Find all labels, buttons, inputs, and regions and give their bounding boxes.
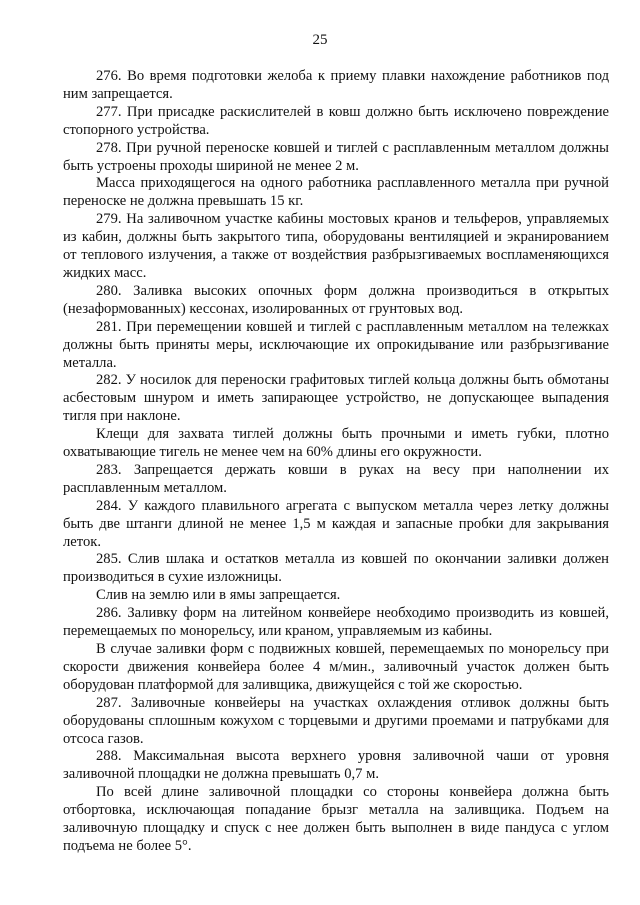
paragraph: 278. При ручной переноске ковшей и тиглей с расплавленным металлом должны быть устроены проходы шириной не менее 2 м. bbox=[63, 139, 609, 174]
paragraph: В случае заливки форм с подвижных ковшей, перемещаемых по монорельсу при скорости движения конвейера более 4 м/мин., заливочный участок должен быть оборудован платформой для заливщика, движущейся с той же скоростью. bbox=[63, 641, 609, 693]
paragraph: 279. На заливочном участке кабины мостовых кранов и тельферов, управляемых из кабин, должны быть закрытого типа, оборудованы вентиляцией и экранированием от теплового излучения, а также от воздействия разбрызгиваемых воспламеняющихся жидких масс. bbox=[63, 211, 609, 281]
paragraph: 288. Максимальная высота верхнего уровня заливочной чаши от уровня заливочной площадки не должна превышать 0,7 м. bbox=[63, 748, 609, 783]
paragraph: 287. Заливочные конвейеры на участках охлаждения отливок должны быть оборудованы сплошным кожухом с торцевыми и другими проемами и патрубками для отсоса газов. bbox=[63, 694, 609, 747]
paragraph: 282. У носилок для переноски графитовых тиглей кольца должны быть обмотаны асбестовым шнуром и иметь запирающее устройство, не допускающее выпадения тигля при наклоне. bbox=[63, 372, 609, 425]
paragraph: 281. При перемещении ковшей и тиглей с расплавленным металлом на тележках должны быть приняты меры, исключающие их опрокидывание или разбрызгивание металла. bbox=[63, 318, 609, 371]
paragraph: Клещи для захвата тиглей должны быть прочными и иметь губки, плотно охватывающие тигель не менее чем на 60% длины его окружности. bbox=[63, 426, 609, 461]
paragraph: По всей длине заливочной площадки со стороны конвейера должна быть отбортовка, исключающая попадание брызг металла на заливщика. Подъем на заливочную площадку и спуск с нее должен быть выполнен в виде пандуса с углом подъема не более 5°. bbox=[63, 784, 609, 854]
paragraph: Масса приходящегося на одного работника расплавленного металла при ручной переноске не должна превышать 15 кг. bbox=[63, 175, 609, 210]
page-number: 25 bbox=[312, 32, 328, 48]
document-body bbox=[63, 68, 609, 856]
paragraph: 285. Слив шлака и остатков металла из ковшей по окончании заливки должен производиться в сухие изложницы. bbox=[63, 551, 609, 586]
paragraph: 277. При присадке раскислителей в ковш должно быть исключено повреждение стопорного устройства. bbox=[63, 103, 609, 138]
paragraph: 280. Заливка высоких опочных форм должна производиться в открытых (незаформованных) кессонах, изолированных от грунтовых вод. bbox=[63, 282, 609, 317]
paragraph: 276. Во время подготовки желоба к приему плавки нахождение работников под ним запрещается. bbox=[63, 68, 609, 102]
paragraph: 284. У каждого плавильного агрегата с выпуском металла через летку должны быть две штанги длиной не менее 1,5 м каждая и запасные пробки для закрывания леток. bbox=[63, 497, 609, 550]
paragraph: 283. Запрещается держать ковши в руках на весу при наполнении их расплавленным металлом. bbox=[63, 461, 609, 496]
paragraph: 286. Заливку форм на литейном конвейере необходимо производить из ковшей, перемещаемых по монорельсу, или краном, управляемым из кабины. bbox=[63, 605, 609, 640]
paragraph: Слив на землю или в ямы запрещается. bbox=[96, 587, 341, 604]
